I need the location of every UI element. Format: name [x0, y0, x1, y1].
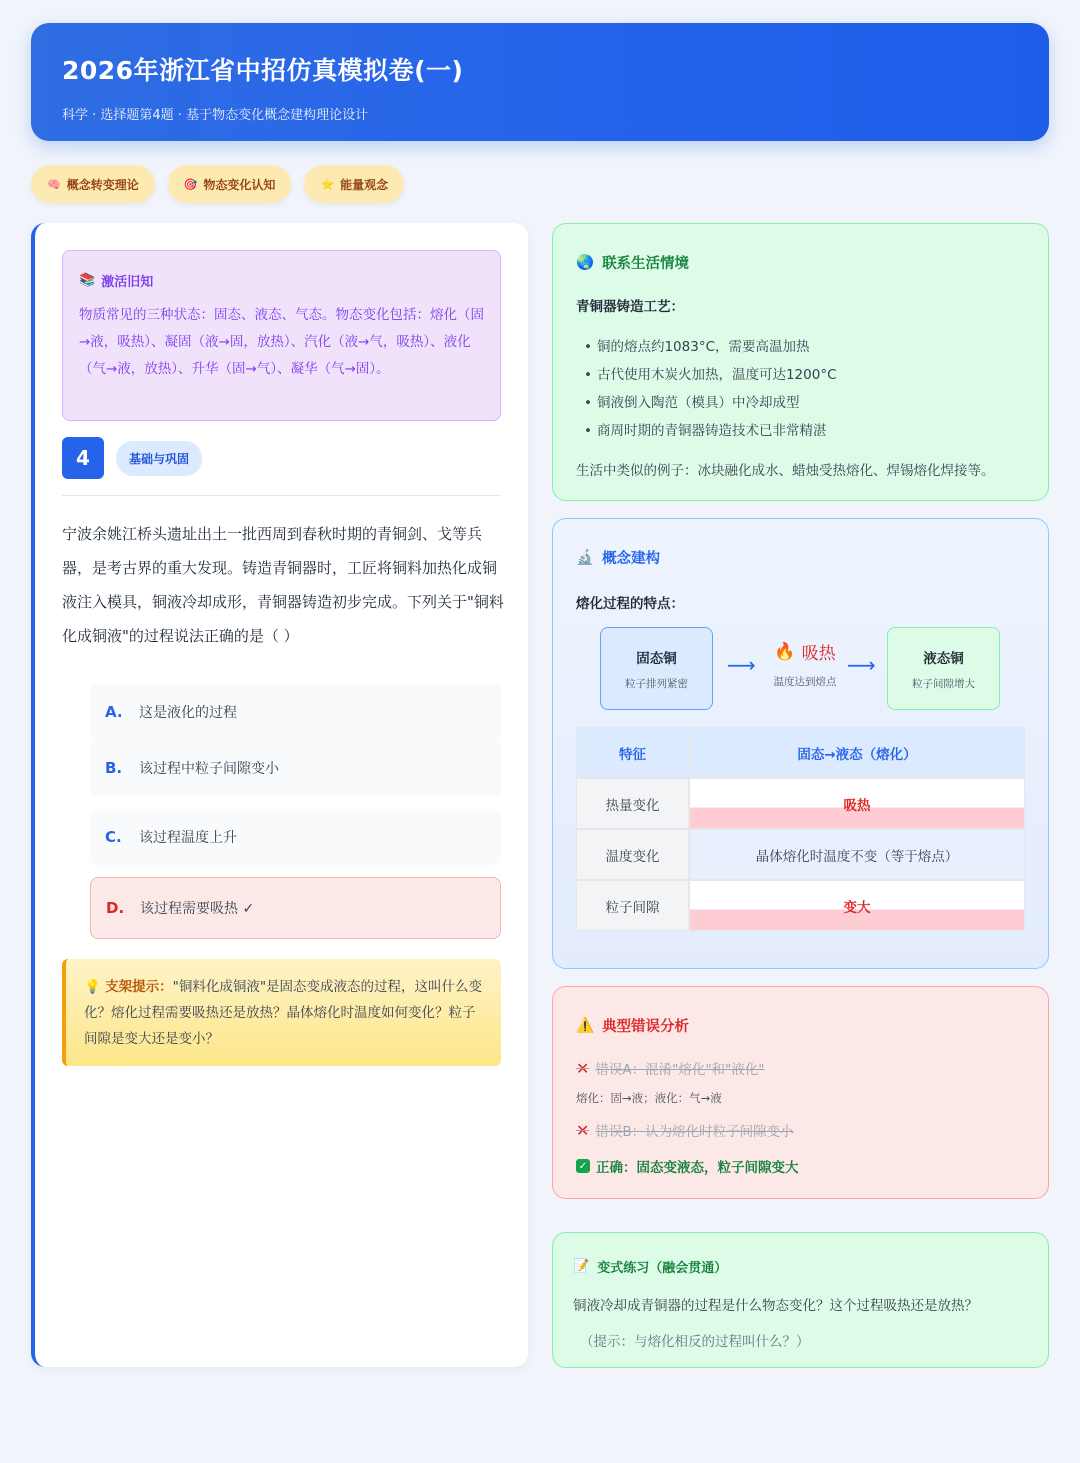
life-note: 生活中类似的例子：冰块融化成水、蜡烛受热熔化、焊锡熔化焊接等。	[576, 463, 995, 479]
fire-icon: 🔥	[774, 641, 796, 662]
question-number: 4	[62, 437, 104, 479]
question-level-badge: 基础与巩固	[116, 441, 202, 476]
globe-icon: 🌏	[576, 255, 595, 271]
table-header-row	[576, 727, 1025, 778]
list-item: • 古代使用木炭火加热，温度可达1200°C	[576, 361, 1025, 389]
arrow-right-icon: ⟶	[847, 653, 876, 677]
table-row	[576, 829, 1025, 880]
recall-box	[62, 250, 501, 421]
correct-statement	[576, 1156, 1025, 1176]
table-header: 固态→液态（熔化）	[689, 727, 1025, 778]
recall-body: 物质常见的三种状态：固态、液态、气态。物态变化包括：熔化（固→液，吸热）、凝固（液→固，放热）、汽化（液→气，吸热）、液化（气→液，放热）、升华（固→气）、凝华（气→固）。	[79, 307, 484, 377]
recall-title: 激活旧知	[101, 275, 154, 290]
hint-text: "铜料化成铜液"是固态变成液态的过程，这叫什么变化？熔化过程需要吸热还是放热？晶体熔化时温度如何变化？粒子间隙是变大还是变小？	[84, 979, 483, 1047]
solid-desc: 粒子排列紧密	[625, 677, 688, 690]
tag-concept-change	[31, 165, 155, 203]
option-text: 该过程温度上升	[139, 830, 237, 846]
table-row	[576, 880, 1025, 931]
table-cell-key: 热量变化	[576, 778, 689, 829]
practice-title-row	[573, 1257, 1028, 1276]
liquid-name: 液态铜	[923, 650, 964, 667]
table-cell-value: 变大	[689, 880, 1025, 931]
correct-text: 正确：固态变液态，粒子间隙变大	[596, 1160, 799, 1176]
error-b-text: 错误B：认为熔化时粒子间隙变小	[595, 1124, 794, 1140]
option-b[interactable]	[90, 740, 501, 796]
option-letter: A.	[105, 703, 123, 721]
page-title: 2026年浙江省中招仿真模拟卷(一)	[62, 56, 464, 85]
list-item: • 商周时期的青铜器铸造技术已非常精湛	[576, 417, 1025, 445]
books-icon: 📚	[79, 273, 96, 288]
check-icon: ✓	[576, 1159, 590, 1173]
option-letter: D.	[106, 899, 125, 917]
cross-icon: ✕	[576, 1058, 590, 1078]
option-text: 该过程需要吸热 ✓	[140, 901, 255, 917]
memo-icon: 📝	[573, 1259, 590, 1274]
arrow-right-icon: ⟶	[727, 653, 756, 677]
error-a-text: 错误A：混淆"熔化"和"液化"	[595, 1062, 765, 1078]
page-subtitle: 科学 · 选择题第4题 · 基于物态变化概念建构理论设计	[62, 108, 369, 123]
solid-copper-box	[600, 627, 713, 710]
errors-title-row	[576, 1015, 1025, 1036]
lightbulb-icon: 💡	[84, 979, 101, 995]
option-d-correct[interactable]	[90, 877, 501, 939]
practice-title: 变式练习（融会贯通）	[597, 1261, 728, 1276]
tag-label: 概念转变理论	[66, 177, 139, 192]
tag-state-change	[168, 165, 292, 203]
table-cell-value: 晶体熔化时温度不变（等于熔点）	[689, 829, 1025, 880]
heat-label: 吸热	[801, 644, 836, 664]
page-header	[31, 23, 1049, 141]
brain-icon: 🧠	[47, 177, 61, 191]
scaffold-hint	[62, 959, 501, 1066]
question-panel	[31, 223, 528, 1367]
question-stem: 宁波余姚江桥头遗址出土一批西周到春秋时期的青铜剑、戈等兵器，是考古界的重大发现。铸造青铜器时，工匠将铜料加热化成铜液注入模具，铜液冷却成形，青铜器铸造初步完成。下列关于"铜料化成铜液"的过程说法正确的是（ ）	[62, 525, 504, 645]
heat-desc: 温度达到熔点	[773, 676, 837, 688]
microscope-icon: 🔬	[576, 550, 595, 566]
option-letter: B.	[105, 759, 123, 777]
melting-feature-table	[576, 727, 1025, 931]
option-a[interactable]	[90, 684, 501, 740]
hint-label: 支架提示：	[105, 979, 173, 995]
error-analysis-card	[552, 986, 1049, 1199]
liquid-copper-box	[887, 627, 1000, 710]
solid-name: 固态铜	[636, 650, 677, 667]
tag-energy	[304, 165, 404, 203]
concept-tags	[31, 165, 404, 203]
divider	[62, 495, 501, 496]
practice-card	[552, 1232, 1049, 1368]
list-item: • 铜液倒入陶范（模具）中冷却成型	[576, 389, 1025, 417]
life-bullets	[576, 333, 1025, 445]
recall-title-row	[79, 271, 484, 290]
option-text: 这是液化的过程	[139, 705, 237, 721]
life-subhead: 青铜器铸造工艺：	[576, 299, 684, 315]
option-c[interactable]	[90, 809, 501, 865]
practice-question: 铜液冷却成青铜器的过程是什么物态变化？这个过程吸热还是放热？	[573, 1298, 978, 1314]
star-icon: ⭐	[320, 177, 335, 191]
melting-flow-diagram	[600, 627, 1002, 711]
tag-label: 能量观念	[340, 177, 389, 192]
concept-title-row	[576, 547, 1025, 568]
table-cell-key: 粒子间隙	[576, 880, 689, 931]
target-icon: 🎯	[183, 177, 198, 191]
life-title-row	[576, 252, 1025, 273]
table-row	[576, 778, 1025, 829]
heat-absorb	[750, 639, 860, 689]
life-title: 联系生活情境	[602, 256, 690, 272]
option-text: 该过程中粒子间隙变小	[139, 761, 279, 777]
concept-title: 概念建构	[602, 551, 661, 567]
cross-icon: ✕	[576, 1120, 590, 1140]
option-letter: C.	[105, 828, 122, 846]
heat-row	[750, 639, 860, 664]
liquid-desc: 粒子间隙增大	[912, 677, 975, 690]
error-a-note: 熔化：固→液；液化：气→液	[576, 1091, 722, 1105]
concept-subhead: 熔化过程的特点：	[576, 596, 684, 612]
table-cell-key: 温度变化	[576, 829, 689, 880]
table-header: 特征	[576, 727, 689, 778]
table-cell-value: 吸热	[689, 778, 1025, 829]
list-item: • 铜的熔点约1083°C，需要高温加热	[576, 333, 1025, 361]
tag-label: 物态变化认知	[203, 177, 276, 192]
practice-hint: （提示：与熔化相反的过程叫什么？）	[580, 1334, 810, 1350]
warning-icon: ⚠️	[576, 1018, 595, 1034]
life-context-card	[552, 223, 1049, 501]
concept-card	[552, 518, 1049, 969]
error-b	[576, 1120, 1025, 1140]
error-a	[576, 1058, 1025, 1078]
errors-title: 典型错误分析	[602, 1019, 690, 1035]
